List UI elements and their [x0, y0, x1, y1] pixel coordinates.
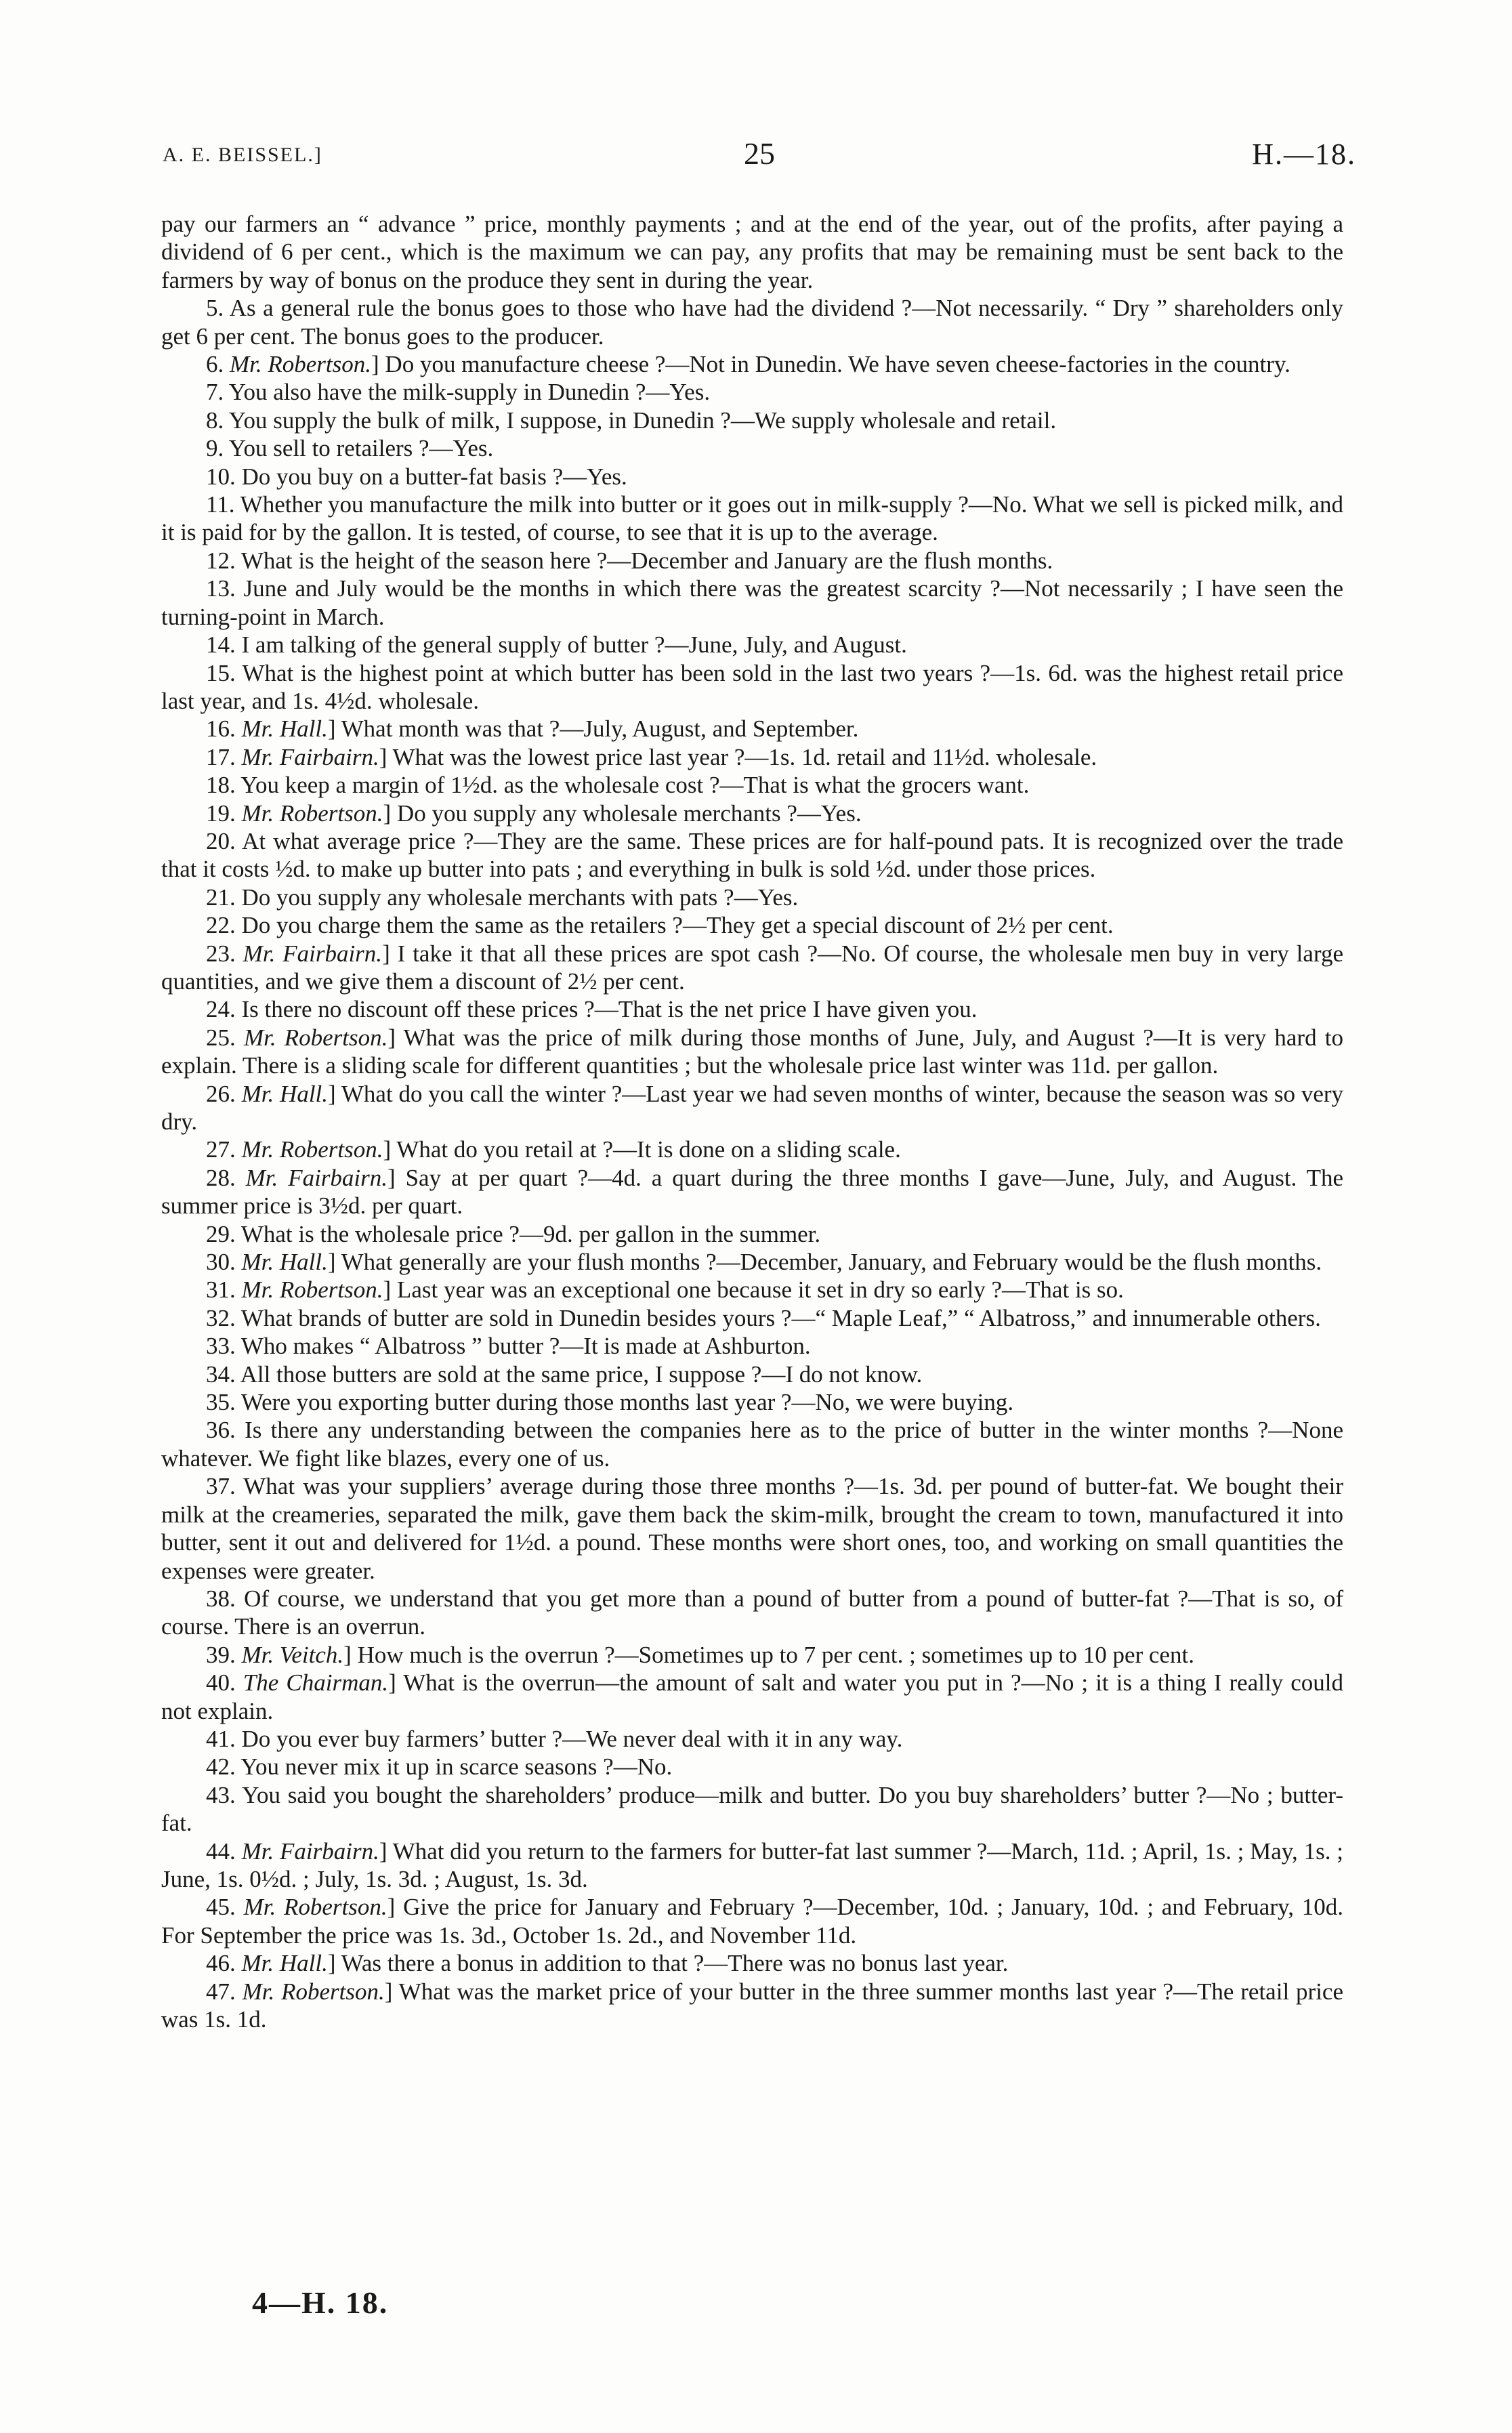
question-number: 6. [206, 351, 230, 378]
paragraph-text: ] Do you supply any wholesale merchants ?—Yes. [383, 799, 862, 827]
paragraph-text: 21. Do you supply any wholesale merchants with pats ?—Yes. [206, 883, 799, 911]
paragraph-text: ] Say at per quart ?—4d. a quart during the three months I gave—June, July, and August. The summer price is 3½d. per quart. [161, 1164, 1343, 1220]
paragraph [161, 1304, 1343, 1332]
question-number: 46. [206, 1950, 242, 1977]
paragraph [161, 1332, 1343, 1360]
paragraph-text: ] Last year was an exceptional one because it set in dry so early ?—That is so. [383, 1276, 1124, 1304]
paragraph [161, 1641, 1343, 1669]
paragraph [161, 1276, 1343, 1304]
speaker-name: Mr. Robertson. [241, 799, 383, 827]
question-number: 25. [206, 1024, 244, 1051]
speaker-name: Mr. Hall. [241, 1080, 329, 1107]
question-number: 47. [206, 1978, 243, 2005]
paragraph [161, 1164, 1343, 1220]
paragraph-text: 9. You sell to retailers ?—Yes. [206, 435, 494, 462]
paragraph-text: ] What was the lowest price last year ?—1s. 1d. retail and 11½d. wholesale. [379, 743, 1097, 770]
paragraph-text: ] What is the overrun—the amount of salt and water you put in ?—No ; it is a thing I really could not explain. [161, 1669, 1344, 1724]
paragraph-text: 8. You supply the bulk of milk, I suppose, in Dunedin ?—We supply wholesale and retail. [206, 407, 1057, 434]
paragraph-text: 22. Do you charge them the same as the retailers ?—They get a special discount of 2½ per cent. [206, 912, 1114, 939]
page-header [163, 136, 1356, 176]
paragraph-text: ] What was the price of milk during those months of June, July, and August ?—It is very hard to explain. There is a sliding scale for different quantities ; but the wholesale price last winter was 11d. per gallon. [161, 1024, 1343, 1079]
question-number: 16. [206, 715, 242, 743]
paragraph [161, 1416, 1343, 1472]
paragraph-text: 12. What is the height of the season here ?—December and January are the flush months. [206, 547, 1053, 574]
speaker-name: Mr. Robertson. [241, 1136, 383, 1163]
paragraph [161, 1360, 1343, 1388]
paragraph-text: 36. Is there any understanding between the companies here as to the price of butter in the winter months ?—None whatever. We fight like blazes, every one of us. [161, 1417, 1343, 1472]
paragraph [161, 1585, 1343, 1641]
paragraph [161, 1080, 1343, 1136]
speaker-name: Mr. Hall. [241, 715, 328, 743]
paragraph [161, 911, 1343, 939]
paragraph-text: ] Give the price for January and February ?—December, 10d. ; January, 10d. ; and February, 10d. For September the price was 1s. 3d., October 1s. 2d., and November 11d. [161, 1894, 1344, 1949]
page-body [161, 210, 1343, 2033]
paragraph-text: 24. Is there no discount off these prices ?—That is the net price I have given you. [206, 996, 978, 1023]
paragraph [161, 575, 1343, 631]
paragraph [161, 1472, 1343, 1585]
paragraph-text: ] What was the market price of your butter in the three summer months last year ?—The retail price was 1s. 1d. [161, 1978, 1343, 2033]
question-number: 44. [206, 1837, 242, 1865]
paragraph-text: 42. You never mix it up in scarce seasons ?—No. [206, 1753, 673, 1781]
paragraph [161, 210, 1343, 294]
question-number: 30. [206, 1249, 242, 1276]
paragraph [161, 1024, 1343, 1080]
paragraph [161, 799, 1343, 827]
paragraph [161, 1725, 1343, 1753]
paragraph-text: 18. You keep a margin of 1½d. as the wholesale cost ?—That is what the grocers want. [206, 772, 1030, 799]
paragraph [161, 743, 1343, 771]
question-number: 26. [206, 1080, 242, 1107]
paragraph-text: 15. What is the highest point at which butter has been sold in the last two years ?—1s. 6d. was the highest retail price last year, and 1s. 4½d. wholesale. [161, 659, 1343, 714]
paragraph-text: ] What do you retail at ?—It is done on a sliding scale. [383, 1136, 901, 1163]
question-number: 45. [206, 1894, 244, 1921]
paragraph [161, 827, 1343, 883]
paragraph [161, 1136, 1343, 1163]
paragraph-text: 20. At what average price ?—They are the same. These prices are for half-pound pats. It is recognized over the trade that it costs ½d. to make up butter into pats ; and everything in bulk is sold ½d. under those prices. [161, 827, 1343, 883]
paragraph-text: ] What did you return to the farmers for butter-fat last summer ?—March, 11d. ; April, 1s. ; May, 1s. ; June, 1s. 0½d. ; July, 1s. 3d. ; August, 1s. 3d. [161, 1837, 1344, 1892]
paragraph-text: ] What do you call the winter ?—Last year we had seven months of winter, because the season was so very dry. [161, 1080, 1344, 1135]
sheet-signature: 4—H. 18. [252, 2285, 389, 2320]
speaker-name: Mr. Robertson. [241, 1276, 383, 1304]
paragraph-text: 34. All those butters are sold at the same price, I suppose ?—I do not know. [206, 1360, 923, 1388]
paragraph [161, 463, 1343, 491]
paragraph [161, 995, 1343, 1023]
paragraph-text: ] What generally are your flush months ?—December, January, and February would be the flush months. [327, 1249, 1322, 1276]
speaker-name: Mr. Robertson. [230, 351, 372, 378]
paragraph [161, 407, 1343, 434]
paragraph [161, 294, 1343, 350]
question-number: 31. [206, 1276, 242, 1304]
paragraph [161, 1949, 1343, 1977]
paragraph-text: ] How much is the overrun ?—Sometimes up to 7 per cent. ; sometimes up to 10 per cent. [343, 1641, 1195, 1668]
paragraph-text: 37. What was your suppliers’ average during those three months ?—1s. 3d. per pound of butter-fat. We bought their milk at the creameries, separated the milk, gave them back the skim-milk, brought the cream to town, manufactured it into butter, sent it out and delivered for 1½d. a pound. These months were short ones, too, and working on small quantities the expenses were greater. [161, 1473, 1343, 1584]
speaker-name: Mr. Robertson. [243, 1024, 388, 1051]
paragraph-text: 32. What brands of butter are sold in Dunedin besides yours ?—“ Maple Leaf,” “ Albatross,” and innumerable others. [206, 1304, 1321, 1331]
paragraph [161, 1837, 1343, 1894]
paragraph [161, 1978, 1343, 2034]
paragraph-text: 10. Do you buy on a butter-fat basis ?—Yes. [206, 463, 627, 490]
paragraph-text: 35. Were you exporting butter during those months last year ?—No, we were buying. [206, 1389, 1014, 1416]
question-number: 27. [206, 1136, 242, 1163]
paragraph [161, 378, 1343, 406]
paragraph [161, 631, 1343, 659]
speaker-name: Mr. Fairbairn. [241, 1837, 379, 1865]
paragraph [161, 491, 1343, 547]
paragraph [161, 715, 1343, 743]
paragraph [161, 1781, 1343, 1837]
paragraph-text: pay our farmers an “ advance ” price, monthly payments ; and at the end of the year, out of the profits, after paying a dividend of 6 per cent., which is the maximum we can pay, any profits that may be remaining must be sent back to the farmers by way of bonus on the produce they sent in during the year. [161, 211, 1343, 293]
paragraph [161, 1893, 1343, 1949]
paragraph-text: ] What month was that ?—July, August, and September. [327, 715, 859, 743]
speaker-name: Mr. Robertson. [242, 1978, 385, 2005]
speaker-name: Mr. Fairbairn. [243, 940, 383, 967]
paragraph [161, 1669, 1343, 1725]
paragraph-text: 38. Of course, we understand that you get more than a pound of butter from a pound of butter-fat ?—That is so, of course. There is an overrun. [161, 1585, 1343, 1640]
question-number: 19. [206, 799, 242, 827]
paragraph [161, 1248, 1343, 1276]
paragraph-text: 14. I am talking of the general supply of butter ?—June, July, and August. [206, 631, 907, 659]
paragraph [161, 434, 1343, 462]
paragraph [161, 1388, 1343, 1416]
speaker-name: Mr. Fairbairn. [245, 1164, 388, 1191]
speaker-name: Mr. Veitch. [241, 1641, 344, 1668]
paragraph [161, 1220, 1343, 1248]
paragraph [161, 940, 1343, 996]
speaker-name: The Chairman. [243, 1669, 389, 1697]
paragraph-text: 33. Who makes “ Albatross ” butter ?—It is made at Ashburton. [206, 1333, 811, 1360]
paragraph-text: 11. Whether you manufacture the milk into butter or it goes out in milk-supply ?—No. What we sell is picked milk, and it is paid for by the gallon. It is tested, of course, to see that it is up to the average. [161, 491, 1343, 546]
paragraph-text: ] I take it that all these prices are spot cash ?—No. Of course, the wholesale men buy in very large quantities, and we give them a discount of 2½ per cent. [161, 940, 1344, 995]
document-reference: H.—18. [1252, 138, 1356, 171]
question-number: 23. [206, 940, 243, 967]
speaker-name: Mr. Hall. [241, 1249, 328, 1276]
paragraph [161, 659, 1343, 715]
speaker-name: Mr. Robertson. [243, 1894, 387, 1921]
paragraph-text: 7. You also have the milk-supply in Dunedin ?—Yes. [206, 379, 711, 406]
paragraph-text: 43. You said you bought the shareholders’ produce—milk and butter. Do you buy shareholders’ butter ?—No ; butter-fat. [161, 1781, 1343, 1837]
paragraph-text: 29. What is the wholesale price ?—9d. per gallon in the summer. [206, 1220, 821, 1247]
witness-name: A. E. BEISSEL.] [163, 144, 322, 166]
question-number: 40. [206, 1669, 243, 1697]
question-number: 17. [206, 743, 242, 770]
speaker-name: Mr. Hall. [241, 1950, 328, 1977]
question-number: 28. [206, 1164, 246, 1191]
paragraph-text: ] Was there a bonus in addition to that ?—There was no bonus last year. [327, 1950, 1009, 1977]
question-number: 39. [206, 1641, 242, 1668]
page-number: 25 [744, 136, 775, 171]
paragraph [161, 1753, 1343, 1781]
paragraph-text: 13. June and July would be the months in which there was the greatest scarcity ?—Not necessarily ; I have seen the turning-point in March. [161, 575, 1343, 630]
paragraph-text: 5. As a general rule the bonus goes to those who have had the dividend ?—Not necessarily. “ Dry ” shareholders only get 6 per cent. The bonus goes to the producer. [161, 295, 1343, 350]
paragraph-text: ] Do you manufacture cheese ?—Not in Dunedin. We have seven cheese-factories in the country. [371, 351, 1290, 378]
paragraph [161, 547, 1343, 575]
paragraph-text: 41. Do you ever buy farmers’ butter ?—We never deal with it in any way. [206, 1725, 903, 1752]
paragraph [161, 883, 1343, 911]
paragraph [161, 771, 1343, 799]
paragraph [161, 350, 1343, 378]
speaker-name: Mr. Fairbairn. [241, 743, 379, 770]
